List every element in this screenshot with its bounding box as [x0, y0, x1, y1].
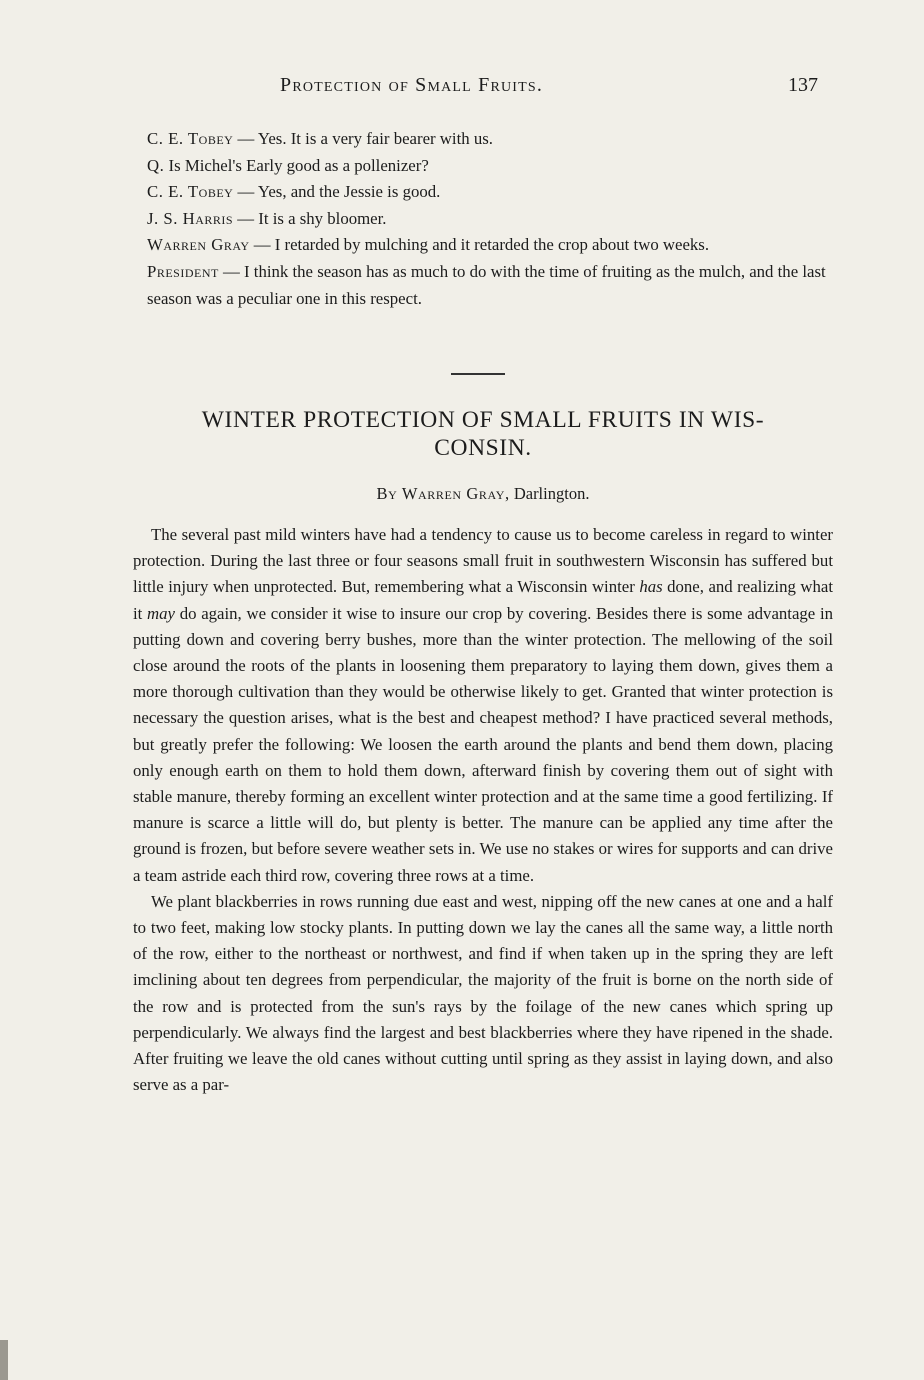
- body-paragraph: We plant blackberries in rows running due east and west, nipping off the new canes at one and a half to two feet, making low stocky plants. In putting down we lay the canes all the same way, a little north of the row, either to the northeast or northwest, and find if when taken up in the spring they are left imclining about ten degrees from perpendicular, the majority of the fruit is borne on the north side of the row and is protected from the sun's rays by the foilage of the new canes which spring up perpendicularly. We always find the largest and best blackberries where they have ripened in the shade. After fruiting we leave the old canes without cutting until spring as they assist in laying down, and also serve as a par-: [133, 891, 833, 1095]
- article-title: [133, 406, 833, 462]
- body-paragraph: [133, 522, 833, 889]
- dialogue-line: [133, 232, 833, 259]
- speaker-name: C. E. Tobey: [147, 182, 234, 202]
- dialogue-line: [133, 179, 833, 206]
- section-divider: [451, 373, 505, 375]
- article-byline: [133, 484, 833, 504]
- dialogue-separator: —: [218, 261, 245, 281]
- article-title-line: WINTER PROTECTION OF SMALL FRUITS IN WIS-: [201, 407, 765, 433]
- dialogue-text: Yes, and the Jessie is good.: [257, 182, 441, 202]
- dialogue-separator: —: [233, 208, 259, 228]
- dialogue-separator: —: [233, 182, 258, 202]
- dialogue-text: Is Michel's Early good as a pollenizer?: [168, 155, 429, 175]
- speaker-name: President: [147, 261, 219, 281]
- running-head: Protection of Small Fruits.: [280, 74, 544, 96]
- emphasis-text: may: [147, 603, 176, 623]
- speaker-name: C. E. Tobey: [147, 129, 234, 148]
- paragraph-text: done, and realizing what it: [133, 577, 833, 623]
- dialogue-line: [133, 259, 833, 312]
- page-edge-shadow: [0, 1340, 8, 1380]
- article-body: [133, 522, 833, 1098]
- author-name: By Warren Gray,: [376, 484, 510, 503]
- article-title-line: CONSIN.: [434, 435, 532, 461]
- dialogue-line: [133, 153, 833, 180]
- dialogue-line: [133, 206, 833, 233]
- dialogue-separator: —: [249, 235, 275, 255]
- discussion-dialogue: [133, 126, 833, 312]
- paragraph-text: The several past mild winters have had a tendency to cause us to become careless in regard to winter protection. During the last three or four seasons small fruit in southwestern Wisconsin has suffered but little injury when unprotected. But, remembering what a Wisconsin winter: [133, 525, 833, 597]
- dialogue-separator: —: [233, 129, 258, 148]
- dialogue-text: I think the season has as much to do with the time of fruiting as the mulch, and the last season was a peculiar one in this respect.: [147, 261, 826, 308]
- paragraph-text: do again, we consider it wise to insure our crop by covering. Besides there is some advantage in putting down and covering berry bushes, more than the winter protection. The mellowing of the soil close around the roots of the plants in loosening them preparatory to laying them down, gives them a more thorough cultivation than they would be otherwise likely to get. Granted that winter protection is necessary the question arises, what is the best and cheapest method? I have practiced several methods, but greatly prefer the following: We loosen the earth around the plants and bend them down, placing only enough earth on them to hold them down, afterward finish by covering them out of sight with stable manure, thereby forming an excellent winter protection and at the same time a good fertilizing. If manure is scarce a little will do, but plenty is better. The manure can be applied any time after the ground is frozen, but before severe weather sets in. We use no stakes or wires for supports and can drive a team astride each third row, covering three rows at a time.: [133, 603, 833, 885]
- emphasis-text: has: [639, 577, 663, 597]
- dialogue-text: It is a shy bloomer.: [258, 208, 387, 228]
- speaker-name: Warren Gray: [147, 235, 250, 255]
- author-place: Darlington.: [509, 484, 590, 503]
- page-number: 137: [788, 74, 818, 96]
- speaker-name: J. S. Harris: [147, 208, 234, 228]
- dialogue-line: [133, 126, 833, 153]
- dialogue-text: Yes. It is a very fair bearer with us.: [257, 129, 493, 148]
- dialogue-text: I retarded by mulching and it retarded the crop about two weeks.: [274, 235, 710, 255]
- speaker-name: Q.: [147, 155, 165, 175]
